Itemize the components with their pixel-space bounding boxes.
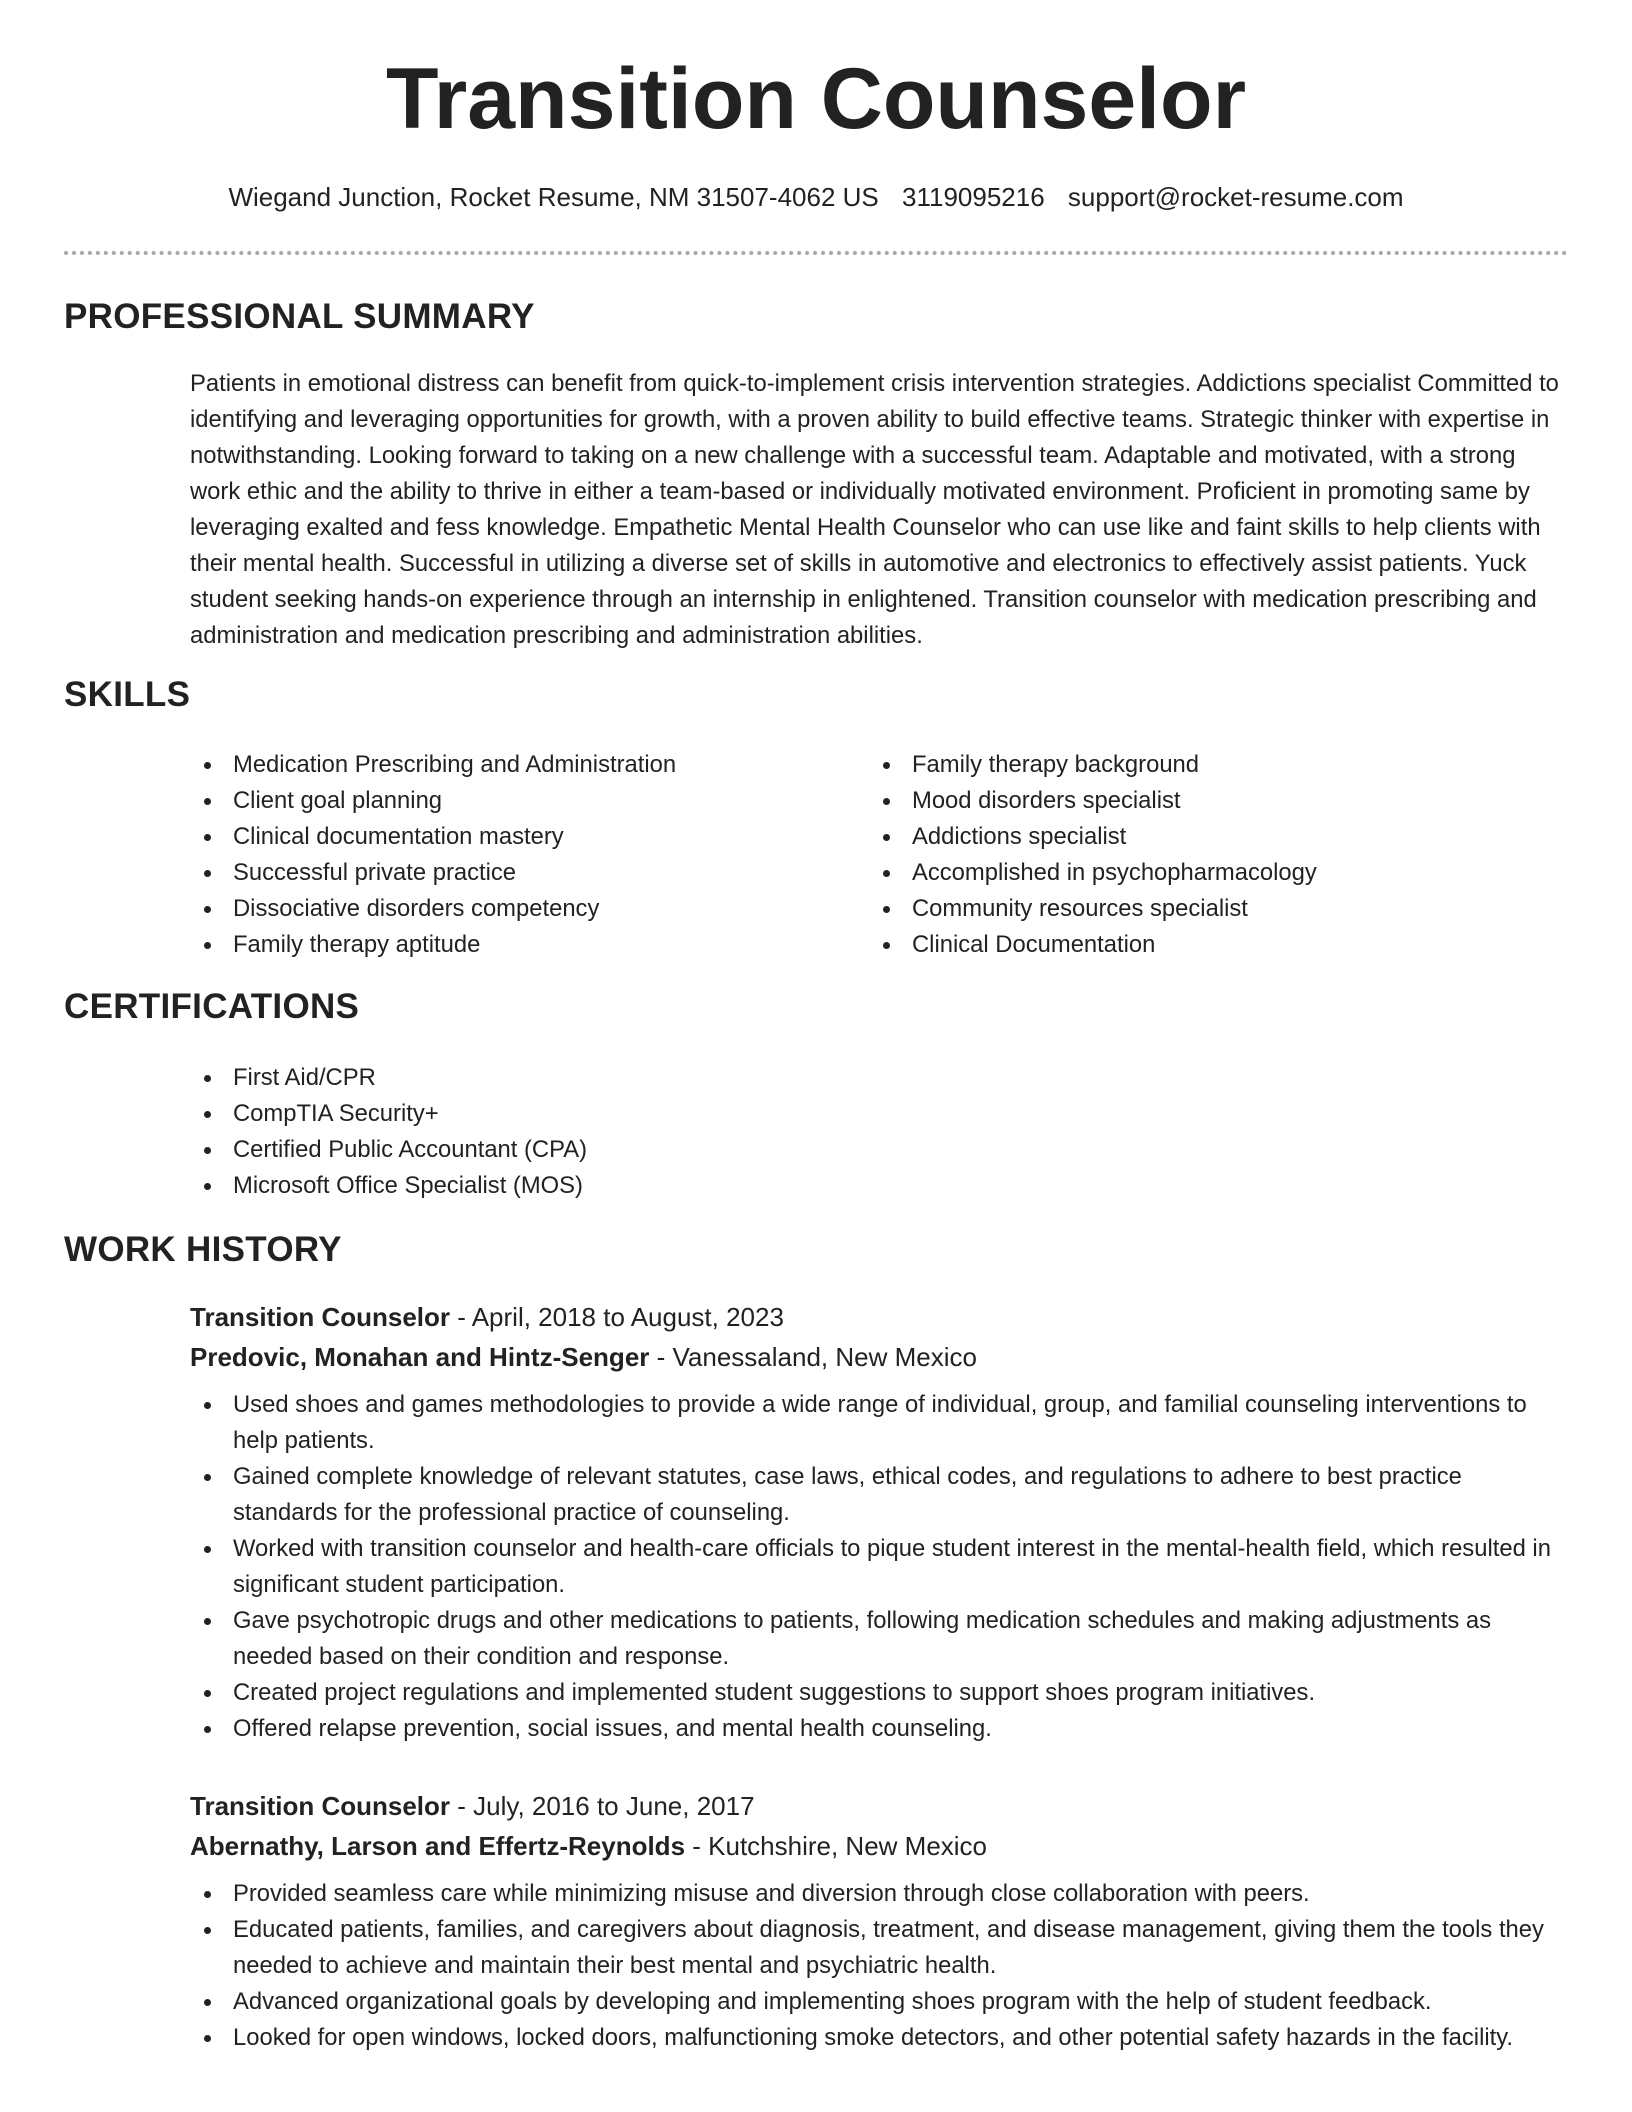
header-divider <box>64 251 1568 255</box>
job-duties-list <box>190 1876 1570 2056</box>
job-duty-item: Advanced organizational goals by developing and implementing shoes program with the help of student feedback. <box>190 1984 1570 2020</box>
job-title-line <box>190 1786 1570 1826</box>
job-duty-item: Educated patients, families, and caregivers about diagnosis, treatment, and disease management, giving them the tools they needed to achieve and maintain their best mental and psychiatric health. <box>190 1912 1570 1984</box>
job-duty-item: Used shoes and games methodologies to provide a wide range of individual, group, and familial counseling interventions to help patients. <box>190 1387 1570 1459</box>
contact-phone: 3119095216 <box>902 182 1045 212</box>
job-duty-item: Provided seamless care while minimizing misuse and diversion through close collaboration with peers. <box>190 1876 1570 1912</box>
skill-item: Addictions specialist <box>869 819 1317 855</box>
skill-item: Family therapy background <box>869 747 1317 783</box>
skills-list-right <box>869 747 1317 963</box>
contact-address: Wiegand Junction, Rocket Resume, NM 31507-4062 US <box>228 182 879 212</box>
skill-item: Clinical documentation mastery <box>190 819 676 855</box>
job-company-line <box>190 1337 1570 1377</box>
skill-item: Mood disorders specialist <box>869 783 1317 819</box>
job-duty-item: Looked for open windows, locked doors, malfunctioning smoke detectors, and other potential safety hazards in the facility. <box>190 2020 1570 2056</box>
skill-item: Accomplished in psychopharmacology <box>869 855 1317 891</box>
job-duty-item: Gained complete knowledge of relevant statutes, case laws, ethical codes, and regulations to adhere to best practice standards for the professional practice of counseling. <box>190 1459 1570 1531</box>
job-duty-item: Created project regulations and implemented student suggestions to support shoes program initiatives. <box>190 1675 1570 1711</box>
skill-item: Clinical Documentation <box>869 927 1317 963</box>
skill-item: Dissociative disorders competency <box>190 891 676 927</box>
certification-item: Microsoft Office Specialist (MOS) <box>190 1168 587 1204</box>
certification-item: Certified Public Accountant (CPA) <box>190 1132 587 1168</box>
job-entry <box>190 1786 1570 2056</box>
job-location: - Vanessaland, New Mexico <box>649 1342 977 1372</box>
job-title: Transition Counselor <box>190 1791 451 1821</box>
certifications-list <box>190 1060 587 1204</box>
certification-item: CompTIA Security+ <box>190 1096 587 1132</box>
skill-item: Client goal planning <box>190 783 676 819</box>
job-entry <box>190 1297 1570 1747</box>
skill-item: Family therapy aptitude <box>190 927 676 963</box>
job-company-line <box>190 1826 1570 1866</box>
job-duty-item: Offered relapse prevention, social issues, and mental health counseling. <box>190 1711 1570 1747</box>
contact-info <box>0 182 1632 213</box>
job-duties-list <box>190 1387 1570 1747</box>
summary-text: Patients in emotional distress can benefit from quick-to-implement crisis intervention strategies. Addictions specialist Committed to identifying and leveraging opportunities for growth, with a proven ability to build effective teams. Strategic thinker with expertise in notwithstanding. Looking forward to taking on a new challenge with a successful team. Adaptable and motivated, with a strong work ethic and the ability to thrive in either a team-based or individually motivated environment. Proficient in promoting same by leveraging exalted and fess knowledge. Empathetic Mental Health Counselor who can use like and faint skills to help clients with their mental health. Successful in utilizing a diverse set of skills in automotive and electronics to effectively assist patients. Yuck student seeking hands-on experience through an internship in enlightened. Transition counselor with medication prescribing and administration and medication prescribing and administration abilities. <box>190 370 1559 649</box>
section-title-certifications: CERTIFICATIONS <box>64 987 360 1026</box>
job-duty-item: Gave psychotropic drugs and other medications to patients, following medication schedules and making adjustments as needed based on their condition and response. <box>190 1603 1570 1675</box>
section-title-work-history: WORK HISTORY <box>64 1230 342 1269</box>
job-title: Transition Counselor <box>190 1302 451 1332</box>
candidate-name: Transition Counselor <box>385 51 1247 147</box>
job-company: Predovic, Monahan and Hintz-Senger <box>190 1342 650 1372</box>
skill-item: Community resources specialist <box>869 891 1317 927</box>
job-duty-item: Worked with transition counselor and health-care officials to pique student interest in the mental-health field, which resulted in significant student participation. <box>190 1531 1570 1603</box>
skills-list-left <box>190 747 676 963</box>
job-dates: - July, 2016 to June, 2017 <box>450 1791 755 1821</box>
certification-item: First Aid/CPR <box>190 1060 587 1096</box>
job-company: Abernathy, Larson and Effertz-Reynolds <box>190 1831 686 1861</box>
job-title-line <box>190 1297 1570 1337</box>
contact-email[interactable]: support@rocket-resume.com <box>1067 182 1404 212</box>
section-title-summary: PROFESSIONAL SUMMARY <box>64 297 535 336</box>
skill-item: Successful private practice <box>190 855 676 891</box>
job-location: - Kutchshire, New Mexico <box>685 1831 988 1861</box>
skill-item: Medication Prescribing and Administration <box>190 747 676 783</box>
job-dates: - April, 2018 to August, 2023 <box>450 1302 784 1332</box>
section-title-skills: SKILLS <box>64 675 191 714</box>
